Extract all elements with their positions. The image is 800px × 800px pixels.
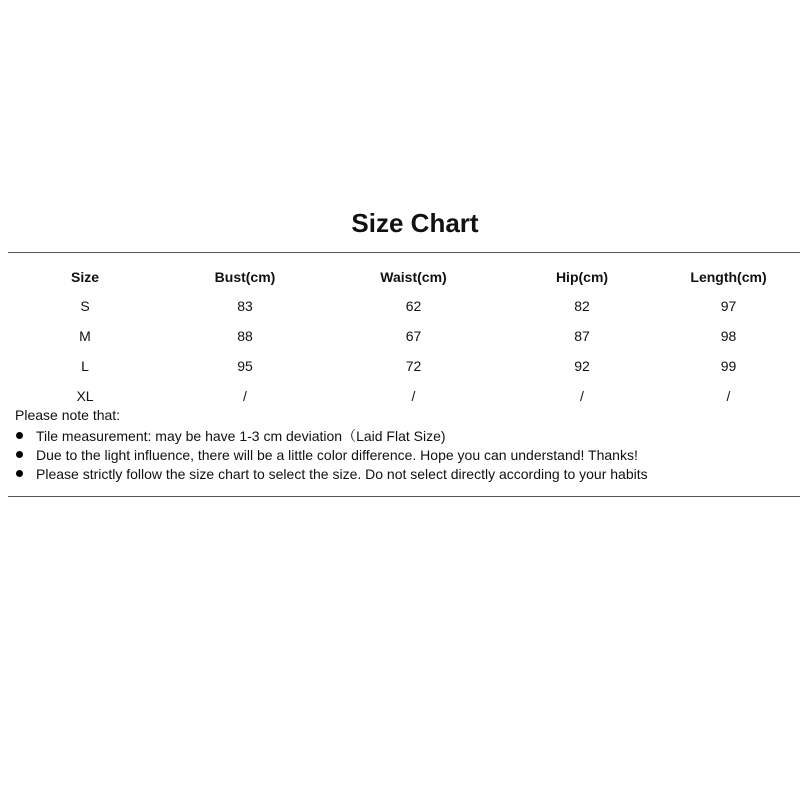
header-waist: Waist(cm) — [380, 269, 447, 285]
header-size: Size — [70, 269, 99, 285]
page-title: Size Chart — [351, 208, 479, 238]
note-text: Tile measurement: may be have 1-3 cm deviation（Laid Flat Size) — [36, 428, 446, 444]
cell-size: M — [79, 328, 91, 344]
cell-length: / — [726, 388, 731, 404]
cell-size: XL — [76, 388, 94, 404]
cell-hip: 92 — [574, 358, 590, 374]
table-header-row — [0, 263, 800, 291]
cell-size: L — [81, 358, 89, 374]
list-item — [15, 465, 795, 483]
top-divider — [8, 252, 800, 253]
cell-length: 98 — [720, 328, 737, 344]
size-table — [0, 263, 800, 411]
bottom-divider — [8, 496, 800, 497]
notes-section — [15, 406, 795, 484]
cell-bust: 95 — [237, 358, 253, 374]
cell-waist: 72 — [405, 358, 422, 374]
cell-hip: 82 — [574, 298, 590, 314]
cell-hip: 87 — [574, 328, 590, 344]
cell-hip: / — [580, 388, 584, 404]
bullet-icon — [16, 451, 23, 458]
cell-size: S — [80, 298, 90, 314]
table-row — [0, 291, 800, 321]
bullet-icon — [16, 432, 23, 439]
header-bust: Bust(cm) — [214, 269, 276, 285]
bullet-icon — [16, 470, 23, 477]
cell-bust: 88 — [237, 328, 253, 344]
cell-bust: / — [243, 388, 247, 404]
table-row — [0, 351, 800, 381]
note-text: Due to the light influence, there will be a little color difference. Hope you can understand! Thanks! — [36, 447, 638, 463]
cell-waist: 67 — [405, 328, 422, 344]
list-item — [15, 446, 795, 464]
cell-length: 97 — [720, 298, 737, 314]
notes-heading: Please note that: — [15, 407, 121, 423]
cell-length: 99 — [720, 358, 737, 374]
cell-waist: / — [411, 388, 416, 404]
table-row — [0, 321, 800, 351]
header-hip: Hip(cm) — [555, 269, 609, 285]
notes-list — [15, 427, 795, 483]
list-item — [15, 427, 795, 445]
header-length: Length(cm) — [690, 269, 767, 285]
cell-bust: 83 — [237, 298, 253, 314]
cell-waist: 62 — [405, 298, 422, 314]
note-text: Please strictly follow the size chart to select the size. Do not select directly according to your habits — [36, 466, 648, 482]
